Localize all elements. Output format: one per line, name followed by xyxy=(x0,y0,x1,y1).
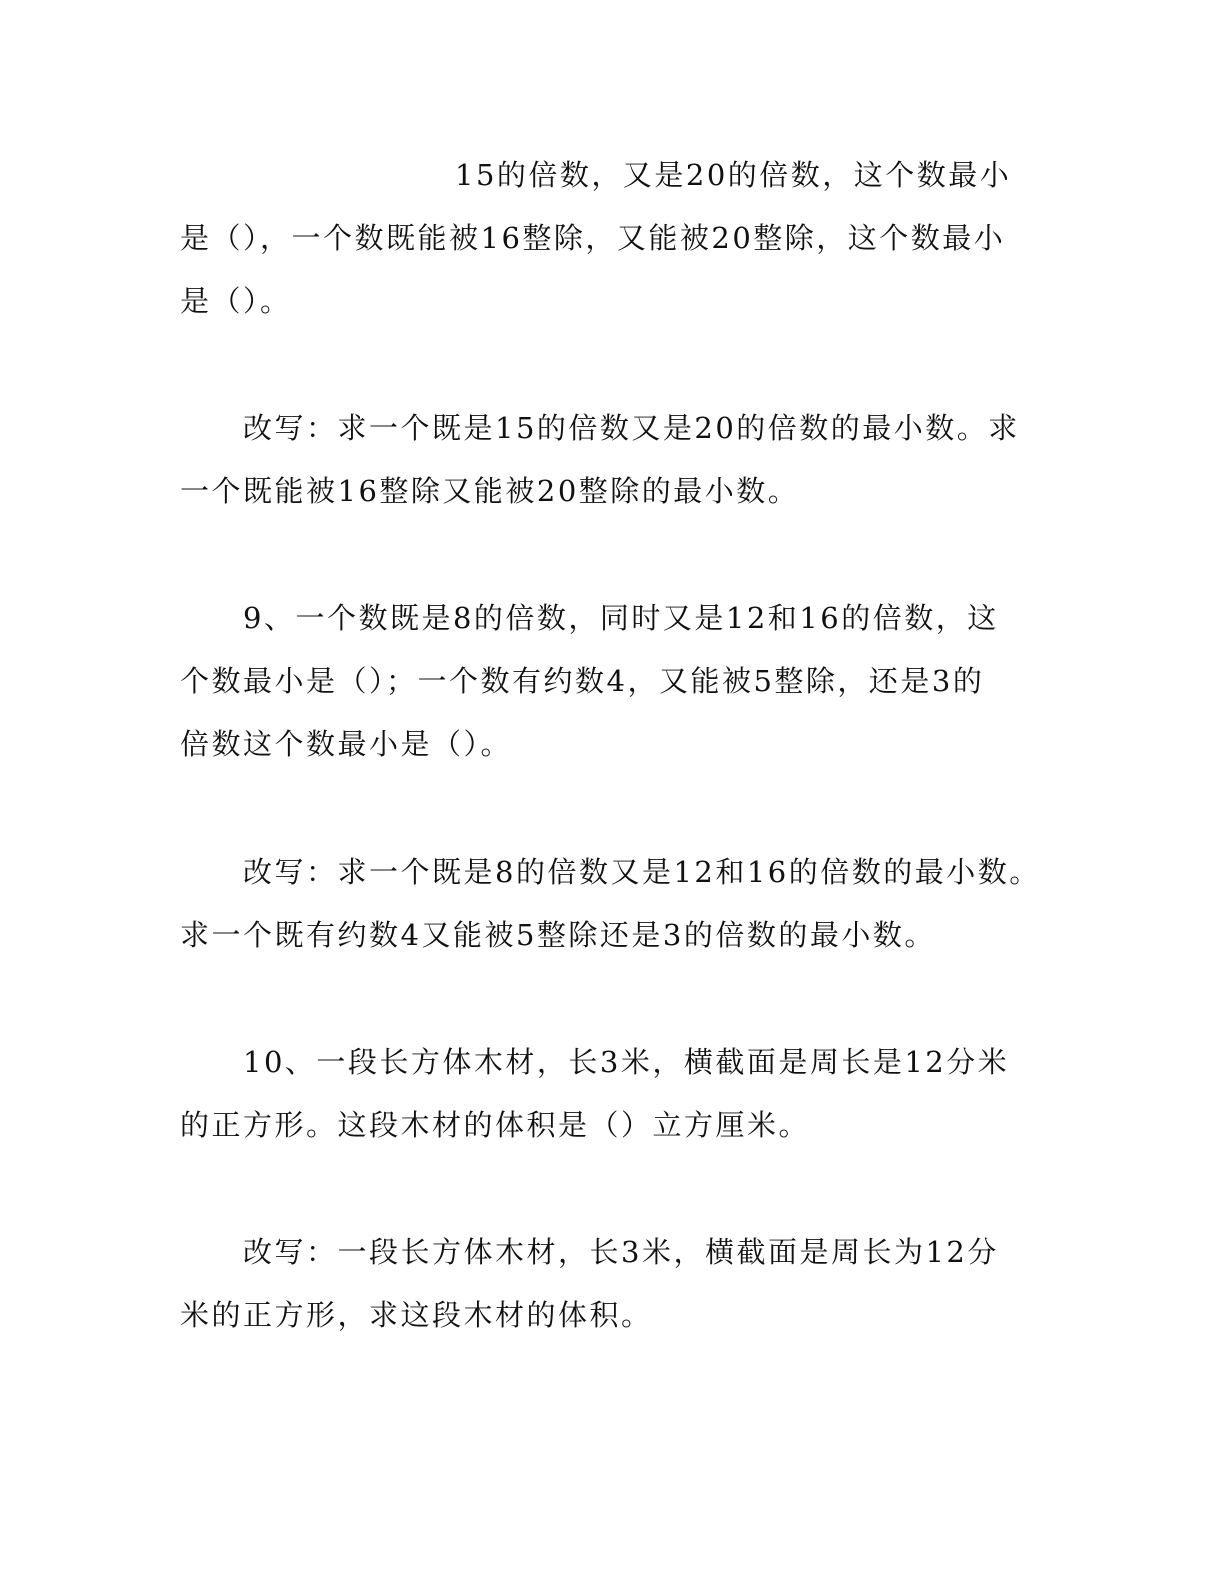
text-line: 9、一个数既是8的倍数，同时又是12和16的倍数，这 xyxy=(243,601,999,635)
text-line: 15的倍数，又是20的倍数，这个数最小 xyxy=(455,158,1012,192)
text-line: 求一个既有约数4又能被5整除还是3的倍数的最小数。 xyxy=(180,918,936,952)
text-line: 一个既能被16整除又能被20整除的最小数。 xyxy=(180,474,800,508)
text-line: 10、一段长方体木材，长3米，横截面是周长是12分米 xyxy=(243,1045,1010,1079)
text-line: 改写：一段长方体木材，长3米，横截面是周长为12分 xyxy=(243,1235,999,1269)
text-line: 倍数这个数最小是（）。 xyxy=(180,727,513,761)
text-line: 是（）。 xyxy=(180,284,292,318)
text-line: 改写：求一个既是15的倍数又是20的倍数的最小数。求 xyxy=(243,411,1020,445)
text-line: 的正方形。这段木材的体积是（）立方厘米。 xyxy=(180,1108,811,1142)
text-line: 是（），一个数既能被16整除，又能被20整除，这个数最小 xyxy=(180,221,1006,255)
text-line: 改写：求一个既是8的倍数又是12和16的倍数的最小数。 xyxy=(243,855,1041,889)
text-line: 米的正方形，求这段木材的体积。 xyxy=(180,1298,653,1332)
text-line: 个数最小是（）；一个数有约数4，又能被5整除，还是3的 xyxy=(180,664,985,698)
